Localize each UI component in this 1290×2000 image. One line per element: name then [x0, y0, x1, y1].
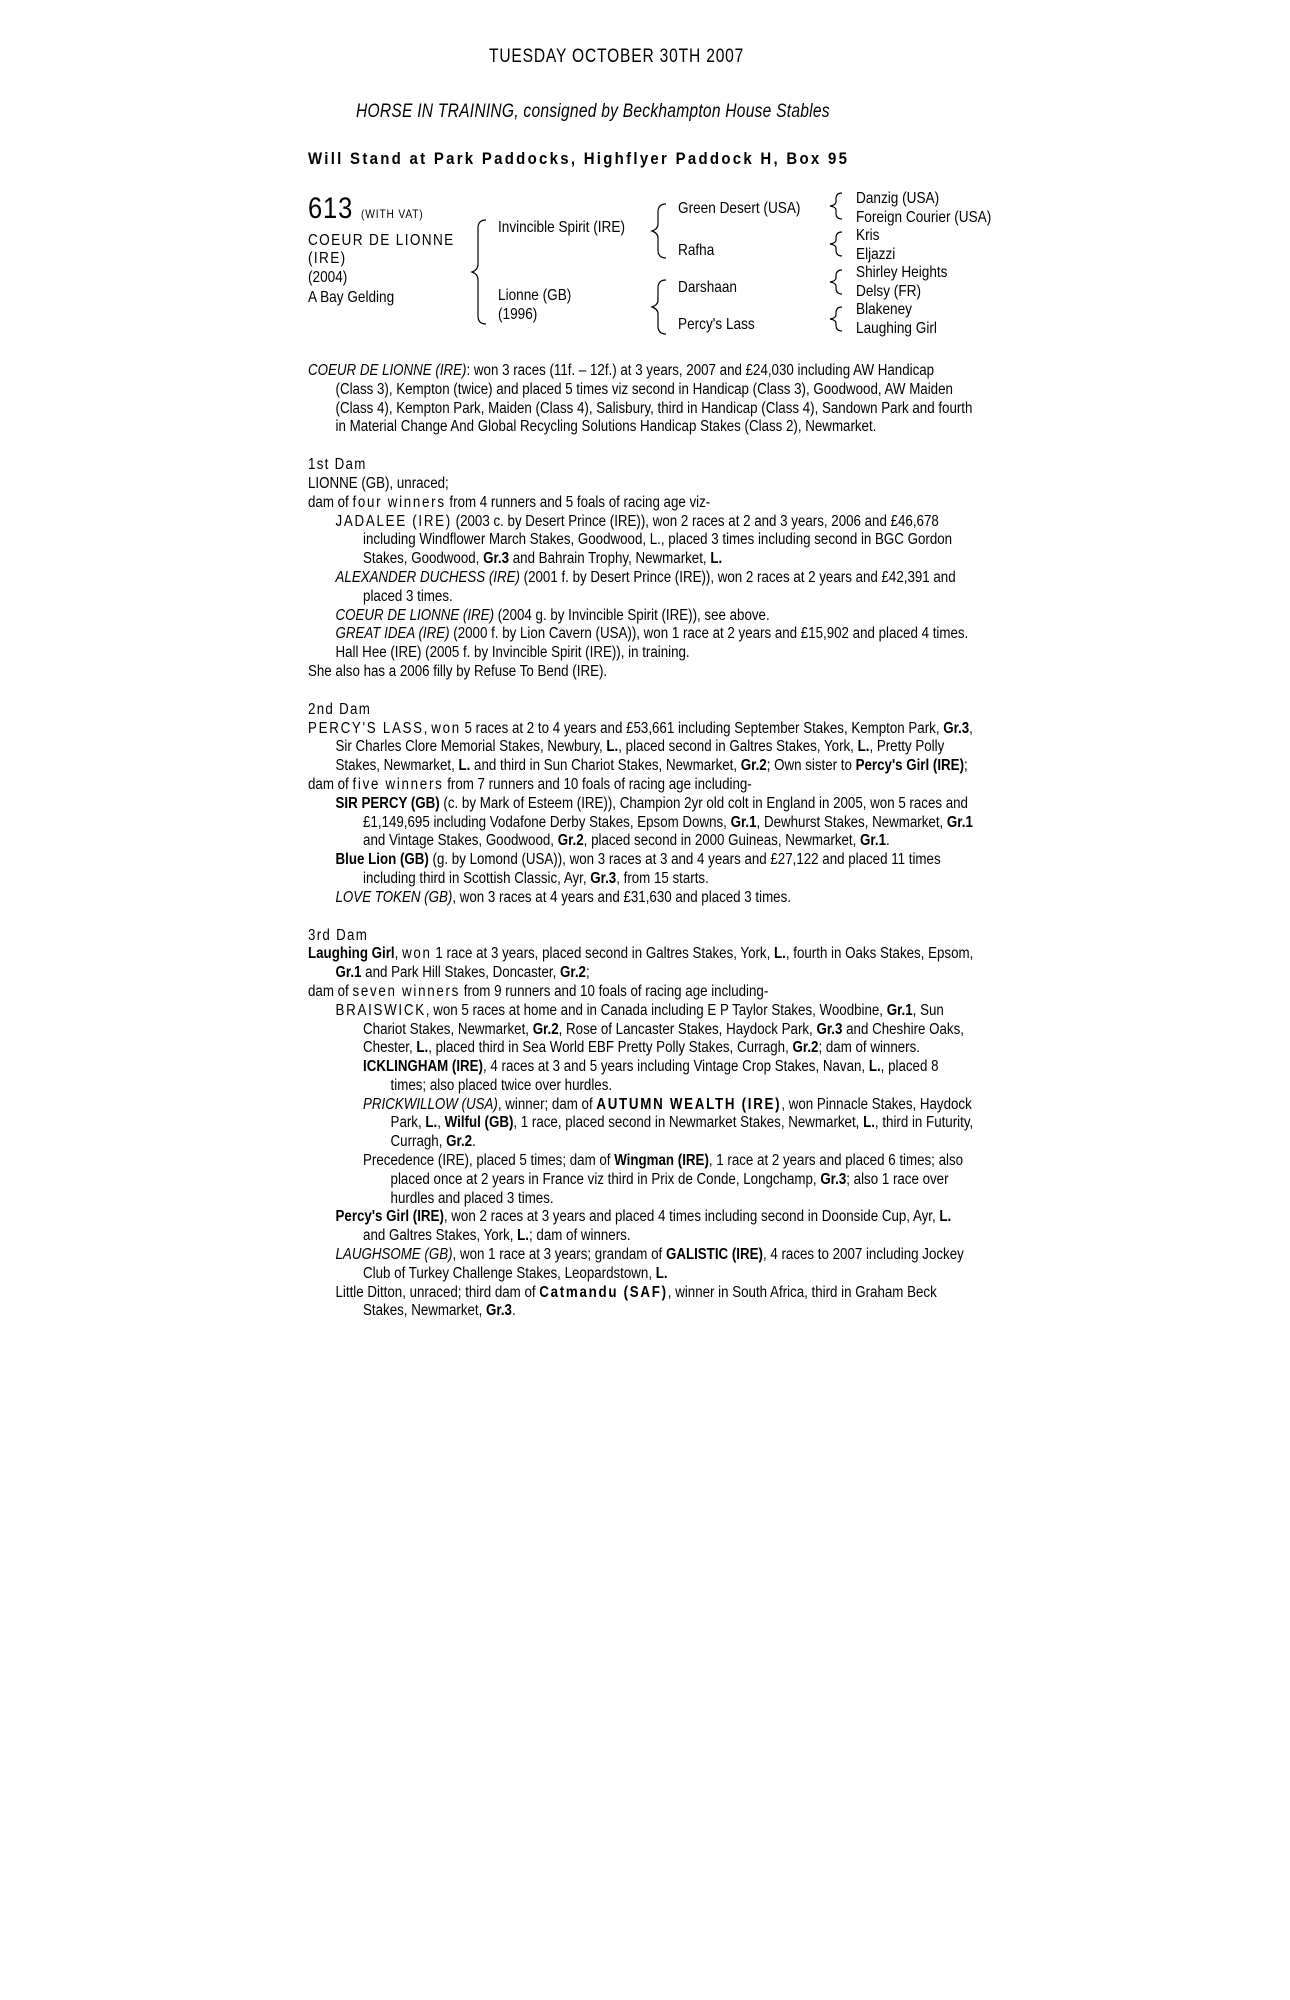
g-foreign-courier: Foreign Courier (USA) [856, 208, 992, 226]
brace-g1 [830, 193, 842, 219]
g-shirley-heights: Shirley Heights [856, 264, 948, 281]
g-danzig: Danzig (USA) [856, 190, 940, 207]
progeny-alexander-duchess: ALEXANDER DUCHESS (IRE) (2001 f. by Desert Prince (IRE)), won 2 races at 2 years and £42,391 and placed 3 times. [335, 568, 956, 605]
dam-dam: Percy's Lass [678, 316, 755, 333]
brace-main [472, 220, 486, 324]
brace-dam [652, 280, 666, 334]
sale-date: TUESDAY OCTOBER 30TH 2007 [489, 46, 745, 67]
third-dam-heading: 3rd Dam [308, 926, 369, 944]
consignment-line: HORSE IN TRAINING, consigned by Beckhampton House Stables [356, 101, 830, 122]
progeny-blue-lion: Blue Lion (GB) (g. by Lomond (USA)), won 3 races at 3 and 4 years and £27,122 and placed 11 times including third in Scottish Classic, Ayr, Gr.3, from 15 starts. [335, 851, 941, 887]
g-laughing-girl: Laughing Girl [856, 319, 937, 337]
progeny-hall-hee: Hall Hee (IRE) (2005 f. by Invincible Spirit (IRE)), in training. [335, 644, 690, 662]
second-dam-heading: 2nd Dam [308, 700, 372, 718]
progeny-sir-percy: SIR PERCY (GB) (c. by Mark of Esteem (IRE)), Champion 2yr old colt in England in 2005, won 5 races and £1,149,695 including Vodafone Derby Stakes, Epsom Downs, Gr.1, Dewhurst Stakes, Newmarket, Gr.1 and Vintage Stakes, Goodwood, Gr.2, placed second in 2000 Guineas, Newmarket, Gr.1. [335, 794, 973, 850]
brace-g4 [830, 307, 842, 331]
stand-location: Will Stand at Park Paddocks, Highflyer Paddock H, Box 95 [308, 149, 850, 168]
catalogue-body: COEUR DE LIONNE (IRE): won 3 races (11f. – 12f.) at 3 years, 2007 and £24,030 including AW Handicap (Class 3), Kempton (twice) and placed 5 times viz second in Handicap (Class 3), Goodwood, AW Maiden (Class 4), Kempton Park, Maiden (Class 4), Salisbury, third in Handicap (Class 4), Sandown Park and fourth in Material Change And Global Recycling Solutions Handicap Stakes (Class 2), Newmarket. 1st Dam LIONNE (GB), unraced; dam of four winners from 4 runners and 5 foals of racing age viz- JADALEE (IRE) (2003 c. by Desert Prince (IRE)), won 2 races at 2 and 3 years, 2006 and £46,678 including Windflower March Stakes, Goodwood, L., placed 3 times including second in BGC Gordon Stakes, Goodwood, Gr.3 and Bahrain Trophy, Newmarket, L. ALEXANDER DUCHESS (IRE) (2001 f. by Desert Prince (IRE)), won 2 races at 2 years and £42,391 and placed 3 times. COEUR DE LIONNE (IRE) (2004 g. by Invincible Spirit (IRE)), see above. GREAT IDEA (IRE) (2000 f. by Lion Cavern (USA)), won 1 race at 2 years and £15,902 and placed 4 times. Hall Hee (IRE) (2005 f. by Invincible Spirit (IRE)), in training. She also has a 2006 filly by Refuse To Bend (IRE). 2nd Dam PERCY'S LASS, won 5 races at 2 to 4 years and £53,661 including September Stakes, Kempton Park, Gr.3, Sir Charles Clore Memorial Stakes, Newbury, L., placed second in Galtres Stakes, York, L., Pretty Polly Stakes, Newmarket, L. and third in Sun Chariot Stakes, Newmarket, Gr.2; Own sister to Percy's Girl (IRE); dam of five winners from 7 runners and 10 foals of racing age including- SIR PERCY (GB) (c. by Mark of Esteem (IRE)), Champion 2yr old colt in England in 2005, won 5 races and £1,149,695 including Vodafone Derby Stakes, Epsom Downs, Gr.1, Dewhurst Stakes, Newmarket, Gr.1 and Vintage Stakes, Goodwood, Gr.2, placed second in 2000 Guineas, Newmarket, Gr.1. Blue Lion (GB) (g. by Lomond (USA)), won 3 races at 3 and 4 years and £27,122 and placed 11 times including third in Scottish Classic, Ayr, Gr.3, from 15 starts. LOVE TOKEN (GB), won 3 races at 4 years and £31,630 and placed 3 times. 3rd Dam Laughing Girl, won 1 race at 3 years, placed second in Galtres Stakes, York, L., fourth in Oaks Stakes, Epsom, Gr.1 and Park Hill Stakes, Doncaster, Gr.2; dam of seven winners from 9 runners and 10 foals of racing age including- BRAISWICK, won 5 races at home and in Canada including E P Taylor Stakes, Woodbine, Gr.1, Sun Chariot Stakes, Newmarket, Gr.2, Rose of Lancaster Stakes, Haydock Park, Gr.3 and Cheshire Oaks, Chester, L., placed third in Sea World EBF Pretty Polly Stakes, Curragh, Gr.2; dam of winners. ICKLINGHAM (IRE), 4 races at 3 and 5 years including Vintage Crop Stakes, Navan, L., placed 8 times; also placed twice over hurdles. PRICKWILLOW (USA), winner; dam of AUTUMN WEALTH (IRE), won Pinnacle Stakes, Haydock Park, L., Wilful (GB), 1 race, placed second in Newmarket Stakes, Newmarket, L., third in Futurity, Curragh, Gr.2. Precedence (IRE), placed 5 times; dam of Wingman (IRE), 1 race at 2 years and placed 6 times; also placed once at 2 years in France viz third in Prix de Conde, Longchamp, Gr.3; also 1 race over hurdles and placed 3 times. Percy's Girl (IRE), won 2 races at 3 years and placed 4 times including second in Doonside Cup, Ayr, L. and Galtres Stakes, York, L.; dam of winners. LAUGHSOME (GB), won 1 race at 3 years; grandam of GALISTIC (IRE), 4 races to 2007 including Jockey Club of Turkey Challenge Stakes, Leopardstown, L. Little Ditton, unraced; third dam of Catmandu (SAF), winner in South Africa, third in Graham Beck Stakes, Newmarket, Gr.3. [308, 362, 974, 1320]
progeny-little-ditton: Little Ditton, unraced; third dam of Catmandu (SAF), winner in South Africa, third in Graham Beck Stakes, Newmarket, Gr.3. [335, 1283, 937, 1320]
progeny-prickwillow: PRICKWILLOW (USA), winner; dam of AUTUMN WEALTH (IRE), won Pinnacle Stakes, Haydock Park, L., Wilful (GB), 1 race, placed second in Newmarket Stakes, Newmarket, L., third in Futurity, Curragh, Gr.2. [363, 1095, 974, 1151]
g-kris: Kris [856, 227, 880, 244]
progeny-great-idea: GREAT IDEA (IRE) (2000 f. by Lion Cavern (USA)), won 1 race at 2 years and £15,902 and placed 4 times. [335, 625, 969, 643]
progeny-braiswick: BRAISWICK, won 5 races at home and in Canada including E P Taylor Stakes, Woodbine, Gr.1, Sun Chariot Stakes, Newmarket, Gr.2, Rose of Lancaster Stakes, Haydock Park, Gr.3 and Cheshire Oaks, Chester, L., placed third in Sea World EBF Pretty Polly Stakes, Curragh, Gr.2; dam of winners. [335, 1001, 964, 1057]
sire-sire: Green Desert (USA) [678, 200, 801, 217]
brace-g2 [830, 232, 842, 256]
vat-note: (WITH VAT) [361, 207, 424, 221]
percys-lass: PERCY'S LASS, won 5 races at 2 to 4 years and £53,661 including September Stakes, Kempton Park, Gr.3, Sir Charles Clore Memorial Stakes, Newbury, L., placed second in Galtres Stakes, York, L., Pretty Polly Stakes, Newmarket, L. and third in Sun Chariot Stakes, Newmarket, Gr.2; Own sister to Percy's Girl (IRE); [308, 719, 973, 775]
brace-sire [652, 204, 666, 258]
progeny-coeur-de-lionne: COEUR DE LIONNE (IRE) (2004 g. by Invincible Spirit (IRE)), see above. [335, 606, 770, 624]
dam-sire: Darshaan [678, 279, 737, 296]
grandparents-list [856, 190, 1015, 338]
race-summary: COEUR DE LIONNE (IRE): won 3 races (11f. – 12f.) at 3 years, 2007 and £24,030 including AW Handicap (Class 3), Kempton (twice) and placed 5 times viz second in Handicap (Class 3), Goodwood, AW Maiden (Class 4), Kempton Park, Maiden (Class 4), Salisbury, third in Handicap (Class 4), Sandown Park and fourth in Material Change And Global Recycling Solutions Handicap Stakes (Class 2), Newmarket. [308, 362, 973, 436]
g-eljazzi: Eljazzi [856, 245, 896, 263]
brace-g3 [830, 270, 842, 294]
progeny-precedence: Precedence (IRE), placed 5 times; dam of Wingman (IRE), 1 race at 2 years and placed 6 times; also placed once at 2 years in France viz third in Prix de Conde, Longchamp, Gr.3; also 1 race over hurdles and placed 3 times. [363, 1152, 964, 1207]
sire: Invincible Spirit (IRE) [498, 219, 625, 236]
laughing-girl: Laughing Girl, won 1 race at 3 years, placed second in Galtres Stakes, York, L., fourth in Oaks Stakes, Epsom, Gr.1 and Park Hill Stakes, Doncaster, Gr.2; [308, 945, 974, 982]
g-delsy: Delsy (FR) [856, 282, 921, 300]
progeny-jadalee: JADALEE (IRE) (2003 c. by Desert Prince (IRE)), won 2 races at 2 and 3 years, 2006 and £46,678 including Windflower March Stakes, Goodwood, L., placed 3 times including second in BGC Gordon Stakes, Goodwood, Gr.3 and Bahrain Trophy, Newmarket, L. [335, 512, 953, 568]
filly-note: She also has a 2006 filly by Refuse To Bend (IRE). [308, 662, 608, 680]
progeny-laughsome: LAUGHSOME (GB), won 1 race at 3 years; grandam of GALISTIC (IRE), 4 races to 2007 including Jockey Club of Turkey Challenge Stakes, Leopardstown, L. [335, 1246, 964, 1282]
progeny-percys-girl: Percy's Girl (IRE), won 2 races at 3 years and placed 4 times including second in Doonside Cup, Ayr, L. and Galtres Stakes, York, L.; dam of winners. [335, 1208, 952, 1245]
horse-description: A Bay Gelding [308, 289, 395, 306]
sire-dam: Rafha [678, 242, 715, 259]
foaling-year: (2004) [308, 269, 348, 286]
progeny-love-token: LOVE TOKEN (GB), won 3 races at 4 years and £31,630 and placed 3 times. [335, 888, 791, 906]
lot-number [308, 194, 444, 229]
dam: Lionne (GB) (1996) [498, 287, 572, 323]
g-blakeney: Blakeney [856, 301, 912, 318]
horse-name: COEUR DE LIONNE (IRE) [308, 232, 455, 267]
first-dam-heading: 1st Dam [308, 456, 367, 474]
progeny-icklingham: ICKLINGHAM (IRE), 4 races at 3 and 5 years including Vintage Crop Stakes, Navan, L., placed 8 times; also placed twice over hurdles. [363, 1058, 939, 1094]
lot-number-value: 613 [308, 192, 354, 225]
